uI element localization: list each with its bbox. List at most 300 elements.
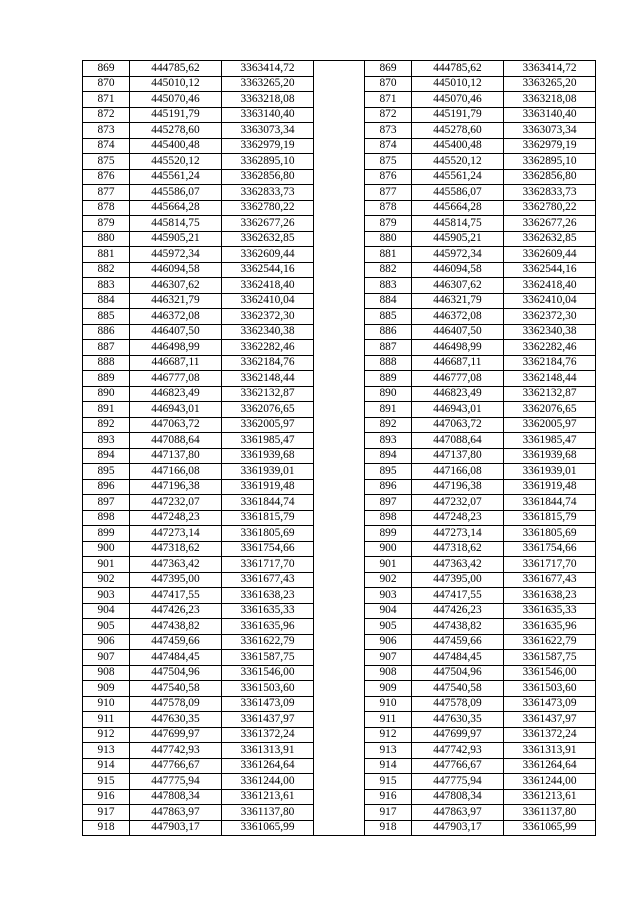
table-row	[83, 743, 596, 759]
left-y-coordinate-cell: 3361264,64	[222, 758, 314, 774]
table-row	[83, 820, 596, 836]
right-x-coordinate-cell: 447137,80	[412, 448, 504, 464]
left-point-number-cell: 879	[83, 216, 130, 232]
column-gap	[314, 774, 365, 790]
column-gap	[314, 371, 365, 387]
left-point-number-cell: 899	[83, 526, 130, 542]
right-x-coordinate-cell: 447273,14	[412, 526, 504, 542]
column-gap	[314, 61, 365, 77]
left-point-number-cell: 895	[83, 464, 130, 480]
left-x-coordinate-cell: 447426,23	[130, 603, 222, 619]
left-x-coordinate-cell: 447863,97	[130, 805, 222, 821]
column-gap	[314, 76, 365, 92]
left-x-coordinate-cell: 445586,07	[130, 185, 222, 201]
left-x-coordinate-cell: 445561,24	[130, 169, 222, 185]
table-row	[83, 262, 596, 278]
left-x-coordinate-cell: 447742,93	[130, 743, 222, 759]
table-row	[83, 247, 596, 263]
column-gap	[314, 727, 365, 743]
left-y-coordinate-cell: 3362132,87	[222, 386, 314, 402]
right-x-coordinate-cell: 447318,62	[412, 541, 504, 557]
right-y-coordinate-cell: 3361213,61	[504, 789, 596, 805]
right-x-coordinate-cell: 446407,50	[412, 324, 504, 340]
right-x-coordinate-cell: 447248,23	[412, 510, 504, 526]
left-point-number-cell: 888	[83, 355, 130, 371]
right-point-number-cell: 893	[365, 433, 412, 449]
column-gap	[314, 681, 365, 697]
left-point-number-cell: 908	[83, 665, 130, 681]
left-x-coordinate-cell: 446943,01	[130, 402, 222, 418]
left-x-coordinate-cell: 447459,66	[130, 634, 222, 650]
left-x-coordinate-cell: 445191,79	[130, 107, 222, 123]
right-x-coordinate-cell: 445561,24	[412, 169, 504, 185]
right-y-coordinate-cell: 3362895,10	[504, 154, 596, 170]
left-x-coordinate-cell: 447766,67	[130, 758, 222, 774]
left-x-coordinate-cell: 446321,79	[130, 293, 222, 309]
table-row	[83, 479, 596, 495]
column-gap	[314, 464, 365, 480]
right-y-coordinate-cell: 3361677,43	[504, 572, 596, 588]
table-row	[83, 417, 596, 433]
right-point-number-cell: 882	[365, 262, 412, 278]
right-point-number-cell: 906	[365, 634, 412, 650]
column-gap	[314, 805, 365, 821]
left-point-number-cell: 874	[83, 138, 130, 154]
right-x-coordinate-cell: 446687,11	[412, 355, 504, 371]
left-point-number-cell: 886	[83, 324, 130, 340]
right-point-number-cell: 884	[365, 293, 412, 309]
table-row	[83, 386, 596, 402]
right-point-number-cell: 879	[365, 216, 412, 232]
left-x-coordinate-cell: 445814,75	[130, 216, 222, 232]
left-point-number-cell: 918	[83, 820, 130, 836]
right-x-coordinate-cell: 447766,67	[412, 758, 504, 774]
right-point-number-cell: 904	[365, 603, 412, 619]
right-x-coordinate-cell: 445010,12	[412, 76, 504, 92]
right-x-coordinate-cell: 445191,79	[412, 107, 504, 123]
right-y-coordinate-cell: 3361939,68	[504, 448, 596, 464]
column-gap	[314, 123, 365, 139]
left-y-coordinate-cell: 3361815,79	[222, 510, 314, 526]
right-point-number-cell: 889	[365, 371, 412, 387]
column-gap	[314, 402, 365, 418]
right-x-coordinate-cell: 447540,58	[412, 681, 504, 697]
right-point-number-cell: 901	[365, 557, 412, 573]
right-y-coordinate-cell: 3361717,70	[504, 557, 596, 573]
table-row	[83, 557, 596, 573]
left-x-coordinate-cell: 447137,80	[130, 448, 222, 464]
left-y-coordinate-cell: 3361065,99	[222, 820, 314, 836]
left-y-coordinate-cell: 3362372,30	[222, 309, 314, 325]
left-x-coordinate-cell: 446094,58	[130, 262, 222, 278]
right-y-coordinate-cell: 3361437,97	[504, 712, 596, 728]
column-gap	[314, 696, 365, 712]
right-y-coordinate-cell: 3361473,09	[504, 696, 596, 712]
left-x-coordinate-cell: 447248,23	[130, 510, 222, 526]
right-x-coordinate-cell: 447426,23	[412, 603, 504, 619]
right-y-coordinate-cell: 3362856,80	[504, 169, 596, 185]
table-row	[83, 200, 596, 216]
left-y-coordinate-cell: 3363140,40	[222, 107, 314, 123]
left-x-coordinate-cell: 445664,28	[130, 200, 222, 216]
column-gap	[314, 541, 365, 557]
left-point-number-cell: 896	[83, 479, 130, 495]
right-y-coordinate-cell: 3363218,08	[504, 92, 596, 108]
right-x-coordinate-cell: 447903,17	[412, 820, 504, 836]
right-point-number-cell: 892	[365, 417, 412, 433]
left-x-coordinate-cell: 445070,46	[130, 92, 222, 108]
right-y-coordinate-cell: 3362979,19	[504, 138, 596, 154]
left-point-number-cell: 909	[83, 681, 130, 697]
right-y-coordinate-cell: 3362340,38	[504, 324, 596, 340]
left-x-coordinate-cell: 445400,48	[130, 138, 222, 154]
left-point-number-cell: 871	[83, 92, 130, 108]
table-row	[83, 696, 596, 712]
right-point-number-cell: 897	[365, 495, 412, 511]
left-point-number-cell: 869	[83, 61, 130, 77]
column-gap	[314, 526, 365, 542]
column-gap	[314, 92, 365, 108]
right-x-coordinate-cell: 446307,62	[412, 278, 504, 294]
right-y-coordinate-cell: 3361503,60	[504, 681, 596, 697]
left-x-coordinate-cell: 447578,09	[130, 696, 222, 712]
left-x-coordinate-cell: 447504,96	[130, 665, 222, 681]
table-row	[83, 76, 596, 92]
right-x-coordinate-cell: 447484,45	[412, 650, 504, 666]
left-point-number-cell: 914	[83, 758, 130, 774]
table-row	[83, 619, 596, 635]
right-point-number-cell: 910	[365, 696, 412, 712]
left-point-number-cell: 878	[83, 200, 130, 216]
left-y-coordinate-cell: 3361754,66	[222, 541, 314, 557]
left-y-coordinate-cell: 3362410,04	[222, 293, 314, 309]
left-x-coordinate-cell: 447196,38	[130, 479, 222, 495]
left-y-coordinate-cell: 3361503,60	[222, 681, 314, 697]
left-point-number-cell: 881	[83, 247, 130, 263]
left-x-coordinate-cell: 447232,07	[130, 495, 222, 511]
left-point-number-cell: 872	[83, 107, 130, 123]
right-y-coordinate-cell: 3361313,91	[504, 743, 596, 759]
left-x-coordinate-cell: 447438,82	[130, 619, 222, 635]
left-x-coordinate-cell: 446407,50	[130, 324, 222, 340]
table-row	[83, 324, 596, 340]
right-x-coordinate-cell: 446372,08	[412, 309, 504, 325]
left-point-number-cell: 870	[83, 76, 130, 92]
table-row	[83, 309, 596, 325]
left-point-number-cell: 902	[83, 572, 130, 588]
left-x-coordinate-cell: 447808,34	[130, 789, 222, 805]
column-gap	[314, 278, 365, 294]
right-point-number-cell: 914	[365, 758, 412, 774]
column-gap	[314, 309, 365, 325]
left-y-coordinate-cell: 3363218,08	[222, 92, 314, 108]
table-row	[83, 805, 596, 821]
left-y-coordinate-cell: 3362282,46	[222, 340, 314, 356]
left-point-number-cell: 890	[83, 386, 130, 402]
right-x-coordinate-cell: 447363,42	[412, 557, 504, 573]
right-point-number-cell: 881	[365, 247, 412, 263]
right-y-coordinate-cell: 3362184,76	[504, 355, 596, 371]
left-point-number-cell: 900	[83, 541, 130, 557]
column-gap	[314, 324, 365, 340]
right-y-coordinate-cell: 3363073,34	[504, 123, 596, 139]
right-point-number-cell: 896	[365, 479, 412, 495]
left-x-coordinate-cell: 446777,08	[130, 371, 222, 387]
table-row	[83, 603, 596, 619]
left-y-coordinate-cell: 3362677,26	[222, 216, 314, 232]
left-point-number-cell: 889	[83, 371, 130, 387]
column-gap	[314, 495, 365, 511]
column-gap	[314, 588, 365, 604]
right-point-number-cell: 877	[365, 185, 412, 201]
right-y-coordinate-cell: 3362410,04	[504, 293, 596, 309]
right-x-coordinate-cell: 447417,55	[412, 588, 504, 604]
left-x-coordinate-cell: 445010,12	[130, 76, 222, 92]
left-y-coordinate-cell: 3362340,38	[222, 324, 314, 340]
table-row	[83, 355, 596, 371]
left-y-coordinate-cell: 3361635,33	[222, 603, 314, 619]
column-gap	[314, 386, 365, 402]
left-x-coordinate-cell: 447484,45	[130, 650, 222, 666]
left-y-coordinate-cell: 3361919,48	[222, 479, 314, 495]
right-x-coordinate-cell: 446094,58	[412, 262, 504, 278]
table-row	[83, 464, 596, 480]
table-row	[83, 588, 596, 604]
right-y-coordinate-cell: 3361635,96	[504, 619, 596, 635]
table-row	[83, 495, 596, 511]
left-y-coordinate-cell: 3362833,73	[222, 185, 314, 201]
left-x-coordinate-cell: 447903,17	[130, 820, 222, 836]
table-row	[83, 727, 596, 743]
right-point-number-cell: 895	[365, 464, 412, 480]
right-x-coordinate-cell: 445400,48	[412, 138, 504, 154]
right-point-number-cell: 874	[365, 138, 412, 154]
column-gap	[314, 510, 365, 526]
left-point-number-cell: 904	[83, 603, 130, 619]
right-y-coordinate-cell: 3362418,40	[504, 278, 596, 294]
right-y-coordinate-cell: 3362833,73	[504, 185, 596, 201]
left-x-coordinate-cell: 447630,35	[130, 712, 222, 728]
left-point-number-cell: 875	[83, 154, 130, 170]
left-x-coordinate-cell: 447363,42	[130, 557, 222, 573]
table-row	[83, 185, 596, 201]
right-y-coordinate-cell: 3361587,75	[504, 650, 596, 666]
left-x-coordinate-cell: 445278,60	[130, 123, 222, 139]
left-x-coordinate-cell: 445520,12	[130, 154, 222, 170]
table-row	[83, 169, 596, 185]
left-point-number-cell: 884	[83, 293, 130, 309]
right-x-coordinate-cell: 447063,72	[412, 417, 504, 433]
right-point-number-cell: 891	[365, 402, 412, 418]
right-point-number-cell: 909	[365, 681, 412, 697]
column-gap	[314, 619, 365, 635]
right-x-coordinate-cell: 445520,12	[412, 154, 504, 170]
right-y-coordinate-cell: 3361137,80	[504, 805, 596, 821]
column-gap	[314, 665, 365, 681]
left-point-number-cell: 906	[83, 634, 130, 650]
right-y-coordinate-cell: 3361635,33	[504, 603, 596, 619]
left-y-coordinate-cell: 3361717,70	[222, 557, 314, 573]
left-y-coordinate-cell: 3362184,76	[222, 355, 314, 371]
right-point-number-cell: 908	[365, 665, 412, 681]
right-y-coordinate-cell: 3361919,48	[504, 479, 596, 495]
right-y-coordinate-cell: 3361622,79	[504, 634, 596, 650]
left-x-coordinate-cell: 447417,55	[130, 588, 222, 604]
table-row	[83, 526, 596, 542]
right-x-coordinate-cell: 447395,00	[412, 572, 504, 588]
right-point-number-cell: 911	[365, 712, 412, 728]
right-point-number-cell: 886	[365, 324, 412, 340]
left-y-coordinate-cell: 3361473,09	[222, 696, 314, 712]
right-x-coordinate-cell: 446943,01	[412, 402, 504, 418]
right-point-number-cell: 870	[365, 76, 412, 92]
right-point-number-cell: 915	[365, 774, 412, 790]
column-gap	[314, 712, 365, 728]
right-y-coordinate-cell: 3361805,69	[504, 526, 596, 542]
right-y-coordinate-cell: 3361244,00	[504, 774, 596, 790]
column-gap	[314, 154, 365, 170]
coordinate-table-body	[83, 61, 596, 836]
right-y-coordinate-cell: 3361815,79	[504, 510, 596, 526]
right-y-coordinate-cell: 3361844,74	[504, 495, 596, 511]
right-y-coordinate-cell: 3361546,00	[504, 665, 596, 681]
left-x-coordinate-cell: 447063,72	[130, 417, 222, 433]
right-point-number-cell: 885	[365, 309, 412, 325]
table-row	[83, 572, 596, 588]
right-y-coordinate-cell: 3361065,99	[504, 820, 596, 836]
table-row	[83, 433, 596, 449]
left-point-number-cell: 894	[83, 448, 130, 464]
right-x-coordinate-cell: 445905,21	[412, 231, 504, 247]
left-y-coordinate-cell: 3361546,00	[222, 665, 314, 681]
right-x-coordinate-cell: 447438,82	[412, 619, 504, 635]
left-y-coordinate-cell: 3362979,19	[222, 138, 314, 154]
right-point-number-cell: 871	[365, 92, 412, 108]
left-point-number-cell: 898	[83, 510, 130, 526]
left-y-coordinate-cell: 3361939,01	[222, 464, 314, 480]
right-x-coordinate-cell: 445586,07	[412, 185, 504, 201]
right-x-coordinate-cell: 447808,34	[412, 789, 504, 805]
right-x-coordinate-cell: 446777,08	[412, 371, 504, 387]
column-gap	[314, 185, 365, 201]
right-x-coordinate-cell: 447699,97	[412, 727, 504, 743]
left-y-coordinate-cell: 3362856,80	[222, 169, 314, 185]
right-x-coordinate-cell: 447578,09	[412, 696, 504, 712]
left-y-coordinate-cell: 3362418,40	[222, 278, 314, 294]
right-point-number-cell: 875	[365, 154, 412, 170]
left-y-coordinate-cell: 3361638,23	[222, 588, 314, 604]
right-point-number-cell: 888	[365, 355, 412, 371]
right-x-coordinate-cell: 447166,08	[412, 464, 504, 480]
left-y-coordinate-cell: 3363073,34	[222, 123, 314, 139]
right-point-number-cell: 900	[365, 541, 412, 557]
right-point-number-cell: 887	[365, 340, 412, 356]
right-point-number-cell: 899	[365, 526, 412, 542]
column-gap	[314, 758, 365, 774]
left-point-number-cell: 916	[83, 789, 130, 805]
left-y-coordinate-cell: 3361372,24	[222, 727, 314, 743]
document-page	[82, 60, 596, 836]
column-gap	[314, 448, 365, 464]
right-point-number-cell: 894	[365, 448, 412, 464]
column-gap	[314, 247, 365, 263]
coordinate-table	[82, 60, 596, 836]
table-row	[83, 774, 596, 790]
right-y-coordinate-cell: 3362148,44	[504, 371, 596, 387]
table-row	[83, 448, 596, 464]
column-gap	[314, 603, 365, 619]
column-gap	[314, 340, 365, 356]
left-x-coordinate-cell: 447540,58	[130, 681, 222, 697]
column-gap	[314, 743, 365, 759]
left-point-number-cell: 913	[83, 743, 130, 759]
left-point-number-cell: 880	[83, 231, 130, 247]
table-row	[83, 789, 596, 805]
left-point-number-cell: 876	[83, 169, 130, 185]
right-x-coordinate-cell: 447775,94	[412, 774, 504, 790]
column-gap	[314, 200, 365, 216]
right-y-coordinate-cell: 3361985,47	[504, 433, 596, 449]
table-row	[83, 758, 596, 774]
left-y-coordinate-cell: 3362005,97	[222, 417, 314, 433]
right-y-coordinate-cell: 3363265,20	[504, 76, 596, 92]
right-x-coordinate-cell: 447863,97	[412, 805, 504, 821]
left-y-coordinate-cell: 3362609,44	[222, 247, 314, 263]
left-point-number-cell: 887	[83, 340, 130, 356]
table-row	[83, 541, 596, 557]
left-y-coordinate-cell: 3362632,85	[222, 231, 314, 247]
column-gap	[314, 293, 365, 309]
right-x-coordinate-cell: 444785,62	[412, 61, 504, 77]
right-point-number-cell: 902	[365, 572, 412, 588]
left-x-coordinate-cell: 447318,62	[130, 541, 222, 557]
right-x-coordinate-cell: 446498,99	[412, 340, 504, 356]
left-point-number-cell: 891	[83, 402, 130, 418]
left-y-coordinate-cell: 3362780,22	[222, 200, 314, 216]
left-point-number-cell: 912	[83, 727, 130, 743]
table-row	[83, 371, 596, 387]
right-y-coordinate-cell: 3362372,30	[504, 309, 596, 325]
right-x-coordinate-cell: 447196,38	[412, 479, 504, 495]
left-point-number-cell: 877	[83, 185, 130, 201]
column-gap	[314, 433, 365, 449]
left-y-coordinate-cell: 3361437,97	[222, 712, 314, 728]
table-row	[83, 634, 596, 650]
right-point-number-cell: 878	[365, 200, 412, 216]
right-x-coordinate-cell: 447742,93	[412, 743, 504, 759]
left-point-number-cell: 901	[83, 557, 130, 573]
left-point-number-cell: 905	[83, 619, 130, 635]
right-y-coordinate-cell: 3362076,65	[504, 402, 596, 418]
table-row	[83, 293, 596, 309]
column-gap	[314, 789, 365, 805]
table-row	[83, 123, 596, 139]
left-x-coordinate-cell: 445972,34	[130, 247, 222, 263]
left-x-coordinate-cell: 446823,49	[130, 386, 222, 402]
right-x-coordinate-cell: 447088,64	[412, 433, 504, 449]
left-x-coordinate-cell: 447273,14	[130, 526, 222, 542]
right-y-coordinate-cell: 3361638,23	[504, 588, 596, 604]
right-y-coordinate-cell: 3362282,46	[504, 340, 596, 356]
column-gap	[314, 572, 365, 588]
column-gap	[314, 650, 365, 666]
left-y-coordinate-cell: 3363414,72	[222, 61, 314, 77]
right-y-coordinate-cell: 3362780,22	[504, 200, 596, 216]
table-row	[83, 712, 596, 728]
right-x-coordinate-cell: 445814,75	[412, 216, 504, 232]
column-gap	[314, 417, 365, 433]
table-row	[83, 92, 596, 108]
